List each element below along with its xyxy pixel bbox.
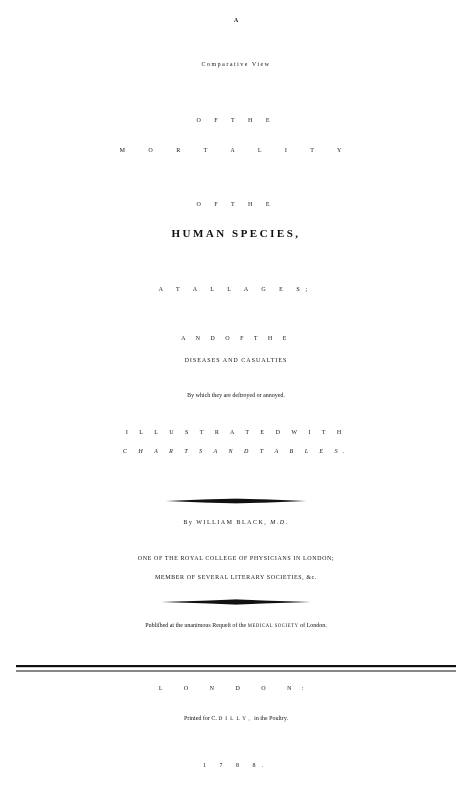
title-at-all-ages: A T A L L A G E S; <box>158 287 314 293</box>
illustrated-with: I L L U S T R A T E D W I T H <box>125 430 347 436</box>
author-name: WILLIAM BLACK, <box>196 520 268 526</box>
of-the-second: O F T H E <box>196 202 276 208</box>
title-comparative-view: Comparative View <box>201 62 271 68</box>
published-suffix: of London. <box>300 623 327 629</box>
ornamental-rule-top <box>0 498 472 504</box>
of-the-first: O F T H E <box>196 118 276 124</box>
author-degree: M.D. <box>270 520 289 526</box>
imprint-printer <box>0 716 472 722</box>
publication-note <box>0 623 472 629</box>
double-rule <box>0 664 472 674</box>
and-of-the: A N D O F T H E <box>181 336 291 342</box>
title-diseases: DISEASES AND CASUALTIES <box>184 358 288 364</box>
credential-royal-college: ONE OF THE ROYAL COLLEGE OF PHYSICIANS IN LONDON; <box>137 556 335 562</box>
author-line <box>0 520 472 526</box>
title-by-which: By which they are deſtroyed or annoyed. <box>187 393 285 399</box>
credential-literary-societies: MEMBER OF SEVERAL LITERARY SOCIETIES, &c. <box>155 575 317 581</box>
printed-location: in the Poultry. <box>254 716 288 722</box>
title-charts-and-tables: C H A R T S A N D T A B L E S. <box>122 449 350 455</box>
article-a: A <box>233 18 239 24</box>
imprint-year: 1 7 8 8. <box>203 763 269 769</box>
ornamental-rule-middle <box>0 599 472 605</box>
printed-for: Printed for C. <box>184 716 217 722</box>
published-prefix: Publiſhed at the unanimous Requeſt of the <box>145 623 247 629</box>
imprint-city: L O N D O N: <box>158 686 314 692</box>
printer-name: DILLY, <box>218 716 253 722</box>
society-name: MEDICAL SOCIETY <box>247 624 299 629</box>
title-human-species: HUMAN SPECIES, <box>171 228 301 240</box>
author-by: By <box>183 520 194 526</box>
title-mortality: M O R T A L I T Y <box>119 148 353 154</box>
